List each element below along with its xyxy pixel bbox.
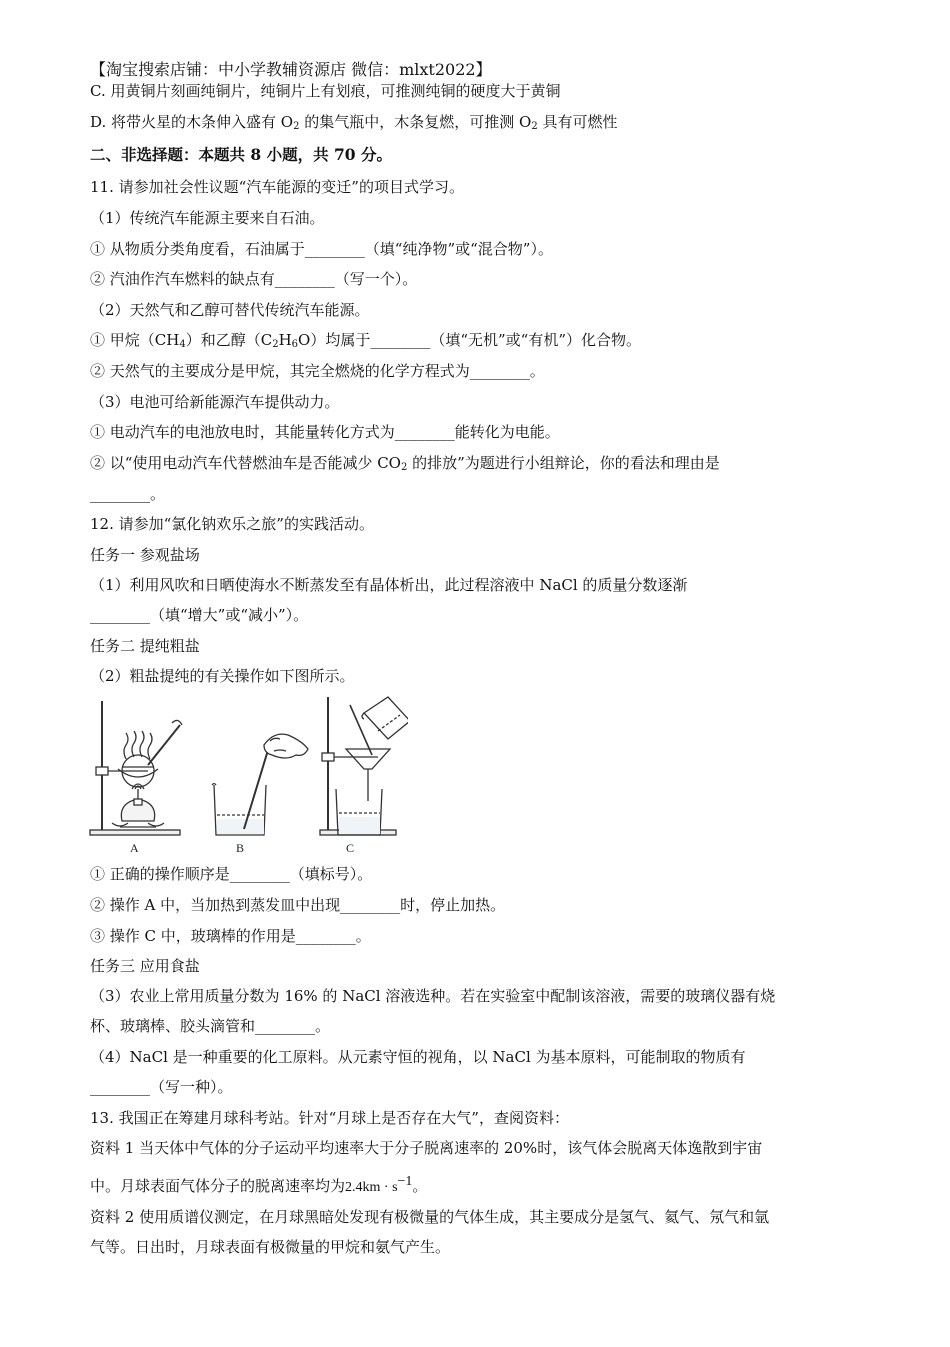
question-12-part-3-cont: 杯、玻璃棒、胶头滴管和________。 — [90, 1017, 331, 1035]
question-12: 12. 请参加“氯化钠欢乐之旅”的实践活动。 — [90, 515, 374, 533]
question-11-part-1b: ② 汽油作汽车燃料的缺点有________（写一个）。 — [90, 270, 418, 288]
task-1: 任务一 参观盐场 — [90, 546, 200, 564]
salt-purification-figure — [88, 693, 408, 855]
reference-2: 资料 2 使用质谱仪测定，在月球黑暗处发现有极微量的气体生成，其主要成分是氢气、氦气、氖气和氩 — [90, 1208, 770, 1226]
question-12-part-2a: ① 正确的操作顺序是________（填标号）。 — [90, 865, 373, 883]
question-12-part-2b: ② 操作 A 中，当加热到蒸发皿中出现________时，停止加热。 — [90, 896, 506, 914]
question-11-part-3b: ② 以“使用电动汽车代替燃油车是否能减少 $CO_2$ 的排放”为题进行小组辩论，你的看法和理由是 — [90, 454, 720, 473]
reference-1: 资料 1 当天体中气体的分子运动平均速率大于分子脱离速率的 20%时，该气体会脱离天体逸散到宇宙 — [90, 1139, 763, 1157]
question-12-part-1: （1）利用风吹和日晒使海水不断蒸发至有晶体析出，此过程溶液中 NaCl 的质量分数逐渐 — [90, 576, 688, 594]
question-11-part-1a: ① 从物质分类角度看，石油属于________（填“纯净物”或“混合物”）。 — [90, 240, 553, 258]
question-11-part-2b: ② 天然气的主要成分是甲烷，其完全燃烧的化学方程式为________。 — [90, 362, 545, 380]
question-11-part-3b-cont: ________。 — [90, 485, 166, 503]
label-b: B — [236, 841, 245, 855]
question-11-part-2a: ① 甲烷$(CH_4)$和乙醇$(C_2H_6O)$均属于________（填“无机”或“有机”）化合物。 — [90, 331, 642, 350]
question-12-part-2: （2）粗盐提纯的有关操作如下图所示。 — [90, 667, 355, 685]
question-11-part-3a: ① 电动汽车的电池放电时，其能量转化方式为________能转化为电能。 — [90, 423, 560, 441]
filtering-apparatus — [320, 697, 408, 835]
option-d: D. 将带火星的木条伸入盛有 $O_2$ 的集气瓶中，木条复燃，可推测 $O_2$ 具有可燃性 — [90, 113, 618, 132]
reference-2-cont: 气等。日出时，月球表面有极微量的甲烷和氨气产生。 — [90, 1238, 451, 1256]
store-header: 【淘宝搜索店铺：中小学教辅资源店 微信：mlxt2022】 — [90, 60, 492, 79]
question-12-part-2c: ③ 操作 C 中，玻璃棒的作用是________。 — [90, 927, 371, 945]
option-c: C. 用黄铜片刻画纯铜片，纯铜片上有划痕，可推测纯铜的硬度大于黄铜 — [90, 82, 561, 100]
question-12-part-1-cont: ________（填“增大”或“减小”）。 — [90, 606, 309, 624]
question-12-part-4: （4）NaCl 是一种重要的化工原料。从元素守恒的视角，以 NaCl 为基本原料，可能制取的物质有 — [90, 1048, 746, 1066]
question-12-part-4-cont: ________（写一种）。 — [90, 1078, 233, 1096]
reference-1-cont: 中。月球表面气体分子的脱离速率均为$2.4km \cdot s^{-1}$。 — [90, 1174, 428, 1195]
question-11: 11. 请参加社会性议题“汽车能源的变迁”的项目式学习。 — [90, 178, 464, 196]
question-12-part-3: （3）农业上常用质量分数为 16% 的 NaCl 溶液选种。若在实验室中配制该溶液，需要的玻璃仪器有烧 — [90, 987, 776, 1005]
escape-velocity-value: 2.4km · s — [345, 1180, 398, 1195]
dissolving-apparatus — [212, 734, 308, 835]
question-11-part-2: （2）天然气和乙醇可替代传统汽车能源。 — [90, 301, 370, 319]
section-heading: 二、非选择题：本题共 8 小题，共 70 分。 — [90, 145, 392, 164]
question-11-part-3: （3）电池可给新能源汽车提供动力。 — [90, 393, 340, 411]
question-11-part-1: （1）传统汽车能源主要来自石油。 — [90, 209, 325, 227]
task-2: 任务二 提纯粗盐 — [90, 637, 200, 655]
label-c: C — [346, 841, 355, 855]
evaporation-apparatus — [90, 701, 182, 835]
task-3: 任务三 应用食盐 — [90, 957, 200, 975]
question-13: 13. 我国正在筹建月球科考站。针对“月球上是否存在大气”，查阅资料： — [90, 1109, 569, 1127]
label-a: A — [130, 841, 139, 855]
